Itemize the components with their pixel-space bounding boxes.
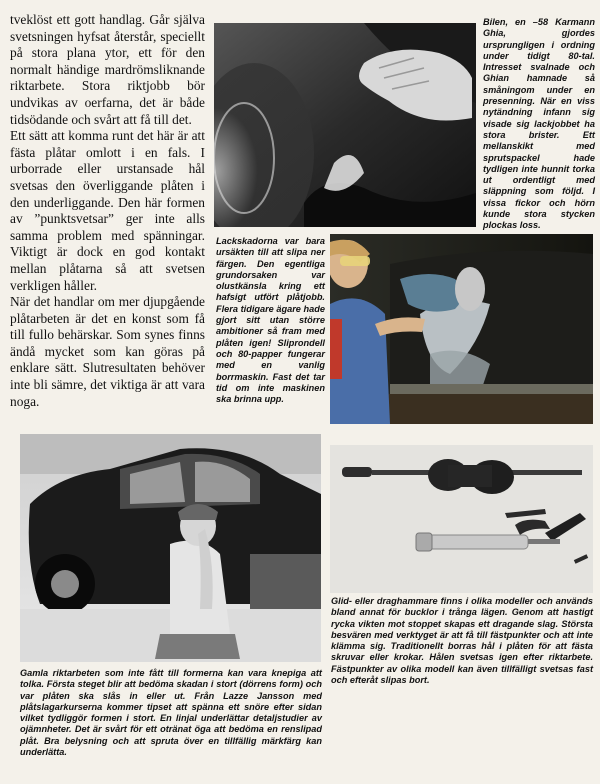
- photo-car-person: [20, 434, 321, 662]
- caption-gamla: Gamla riktarbeten som inte fått till formerna kan vara knepiga att tolka. Första steget blir att bedöma skadan i stort (dörrens form) och var plåten ska slås in eller ut. Från Lazze Jansson med plåtslagarkurserna kommer tipset att spänna ett snöre efter sidan vilket tydliggör formen i stort. En linjal underlättar detaljstudier av ojämnheter. Det är svårt för ett otränat öga att bedöma en renslipad plåt. Bra belysning och att spruta över en tillfällig märkfärg kan underlätta.: [20, 668, 322, 758]
- photo-paint-damage: [214, 23, 476, 227]
- article-body: [10, 12, 205, 410]
- paragraph: tveklöst ett gott handlag. Går själva svetsningen hyfsat återstår, speciellt på stora plana ytor, ett för den normalt händige mardrömsliknande riktarbete. Stora riktjobb bör undvikas av oerfarna, det är både tidsödande och svårt att få till det.: [10, 12, 205, 127]
- photo-grinding: [330, 234, 593, 424]
- paragraph: När det handlar om mer djupgående plåtarbeten är det en konst som få till fullo behärskar. Som synes finns ändå mycket som kan göras på enklare sätt. Slutresultaten behöver inte bli sämre, det viktiga är att vara noga.: [10, 294, 205, 409]
- photo-slide-hammer: [330, 445, 593, 593]
- caption-drag: Glid- eller draghammare finns i olika modeller och används bland annat för bucklor i trånga lägen. Genom att hastigt rycka vikten mot stoppet skapas ett dragande slag. Största besvären med verktyget är att få till fästpunkter och att inte klämma sig. Traditionellt borras hål i plåten för att fästa skruvar eller krokar. Hålen svetsas igen efter riktarbete. Fästpunkter av olika modell kan även tillfälligt svetsas fast och efteråt slipas bort.: [331, 596, 593, 686]
- paragraph: Ett sätt att komma runt det här är att fästa plåtar omlott i en fals. I urborrade eller urstansade hål svetsas den överliggande plåten i den underliggande. Den här formen av ”punktsvetsar” ger inte alls samma problem med spänningar. Viktigt är dock en god kontakt mellan plåtarna så att svetsen verkligen håller.: [10, 128, 205, 293]
- caption-lack: Lackskadorna var bara ursäkten till att slipa ner färgen. Den egentliga grundorsaken var olustkänsla kring ett hafsigt utfört plåtjobb. Flera tidigare ägare hade gjort sitt utan större ambitioner så fram med plåten igen! Sliprondell och 80-papper fungerar med en vanlig borrmaskin. Fast det tar tid om inte maskinen ska brinna upp.: [216, 236, 325, 405]
- caption-karmann: Bilen, en –58 Karmann Ghia, gjordes ursprungligen i ordning under tidigt 80-tal. Intresset svalnade och Ghian hamnade så småningom under en presenning. När en viss nytändning infann sig visade sig lackjobbet ha stora brister. Ett mellanskikt med sprutspackel hade tydligen inte hunnit torka ut ordentligt med släppning som följd. I vissa fickor och hörn kunde stora stycken plockas loss.: [483, 17, 595, 231]
